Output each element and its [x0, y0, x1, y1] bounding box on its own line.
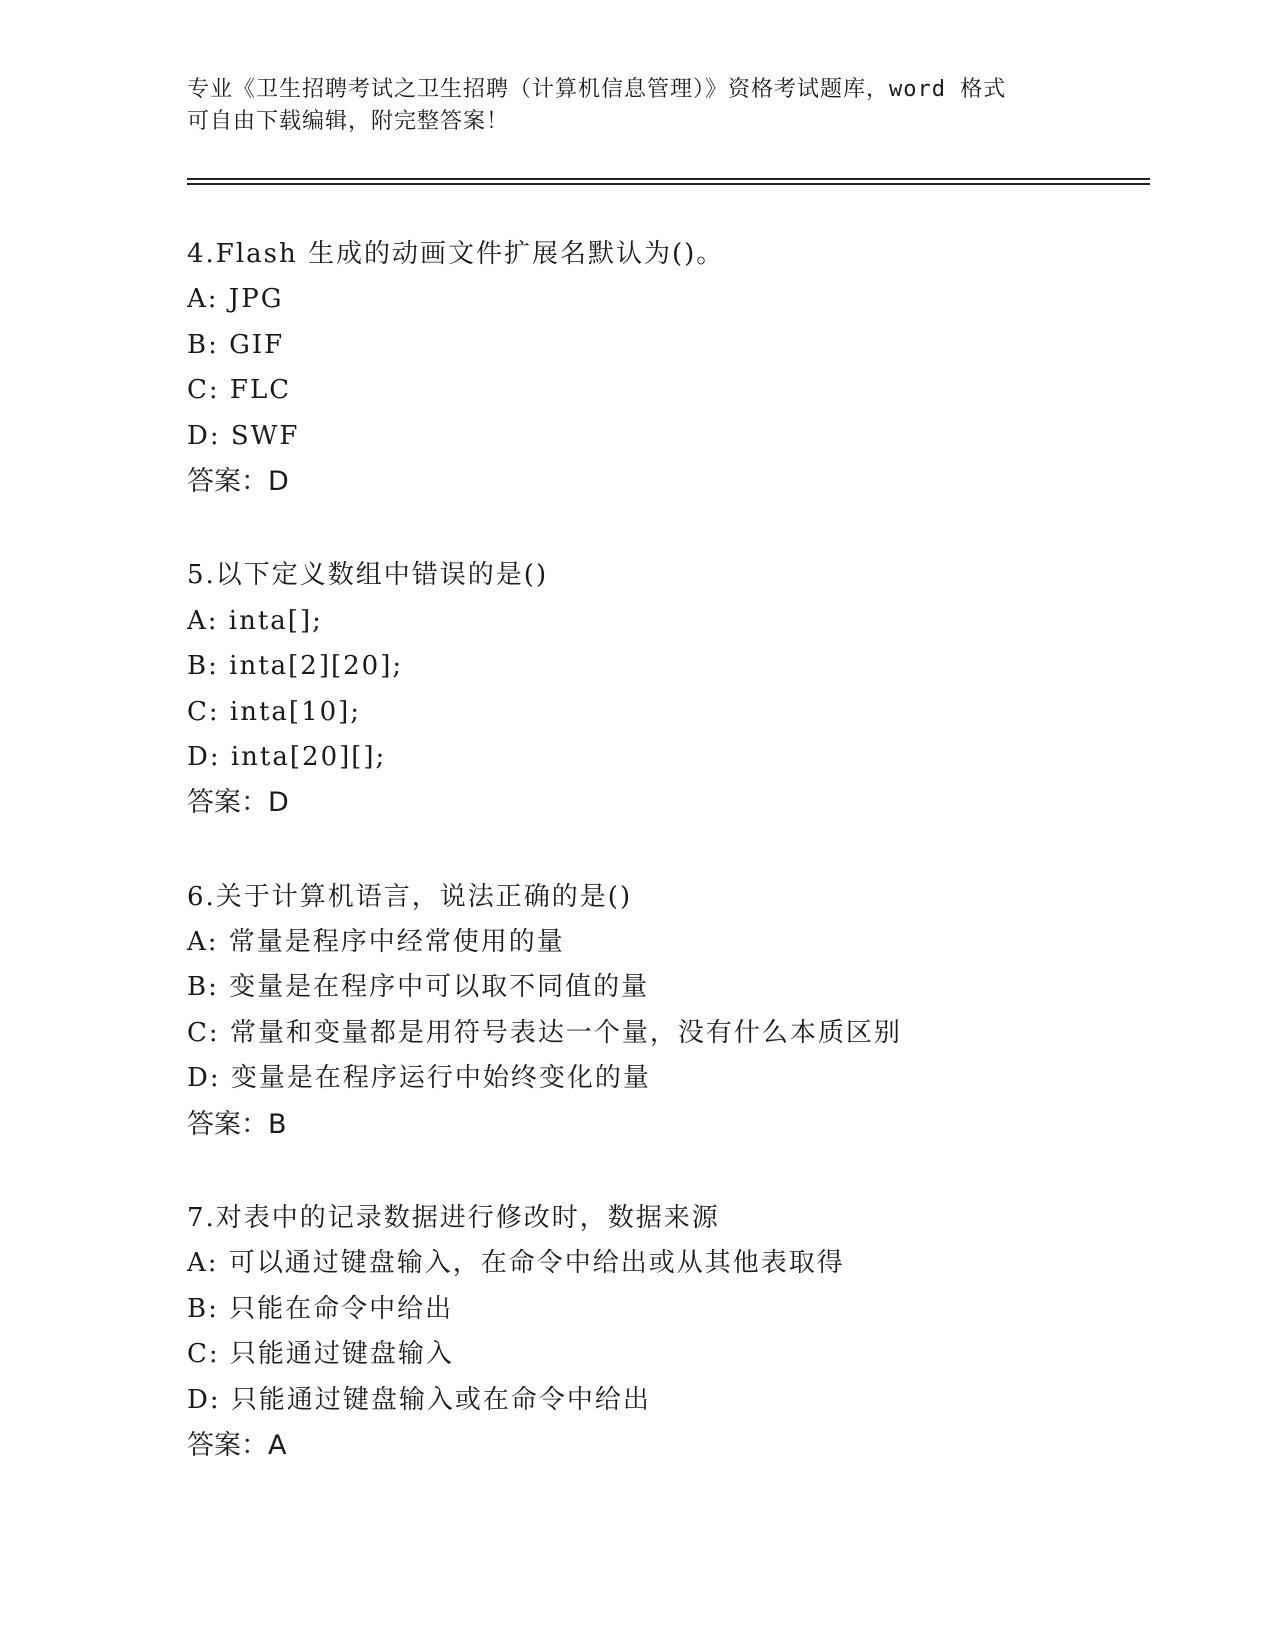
- option-b: B: inta[2][20];: [187, 651, 404, 682]
- question-6: [187, 875, 1147, 1147]
- question-list: [187, 232, 1147, 1517]
- option-a: A: inta[];: [187, 605, 323, 636]
- question-4: [187, 232, 1147, 504]
- header-line-2: 可自由下载编辑，附完整答案！: [187, 109, 510, 134]
- option-a: A: JPG: [187, 284, 284, 315]
- answer-line: 答案：D: [187, 465, 289, 497]
- question-stem: 5.以下定义数组中错误的是(): [187, 560, 549, 591]
- answer-line: 答案：D: [187, 787, 289, 819]
- question-5: [187, 553, 1147, 825]
- option-d: D: 变量是在程序运行中始终变化的量: [187, 1063, 651, 1094]
- option-c: C: FLC: [187, 375, 292, 406]
- header-line-1: 专业《卫生招聘考试之卫生招聘（计算机信息管理）》资格考试题库，word 格式: [187, 77, 1007, 102]
- option-d: D: SWF: [187, 420, 300, 451]
- answer-line: 答案：A: [187, 1429, 287, 1461]
- option-d: D: 只能通过键盘输入或在命令中给出: [187, 1384, 651, 1415]
- question-stem: 6.关于计算机语言，说法正确的是(): [187, 881, 633, 912]
- option-b: B: 变量是在程序中可以取不同值的量: [187, 972, 650, 1003]
- question-7: [187, 1196, 1147, 1468]
- question-stem: 7.对表中的记录数据进行修改时，数据来源: [187, 1203, 720, 1234]
- option-c: C: 常量和变量都是用符号表达一个量，没有什么本质区别: [187, 1017, 902, 1048]
- option-d: D: inta[20][];: [187, 741, 387, 772]
- option-a: A: 常量是程序中经常使用的量: [187, 927, 565, 958]
- option-b: B: 只能在命令中给出: [187, 1293, 454, 1324]
- option-b: B: GIF: [187, 329, 285, 360]
- header-divider-bottom: [187, 183, 1150, 185]
- document-header: [187, 74, 1087, 138]
- question-stem: 4.Flash 生成的动画文件扩展名默认为()。: [187, 239, 725, 269]
- option-a: A: 可以通过键盘输入，在命令中给出或从其他表取得: [187, 1248, 845, 1279]
- header-divider-top: [187, 178, 1150, 180]
- option-c: C: inta[10];: [187, 696, 362, 727]
- option-c: C: 只能通过键盘输入: [187, 1339, 454, 1370]
- answer-line: 答案：B: [187, 1108, 287, 1140]
